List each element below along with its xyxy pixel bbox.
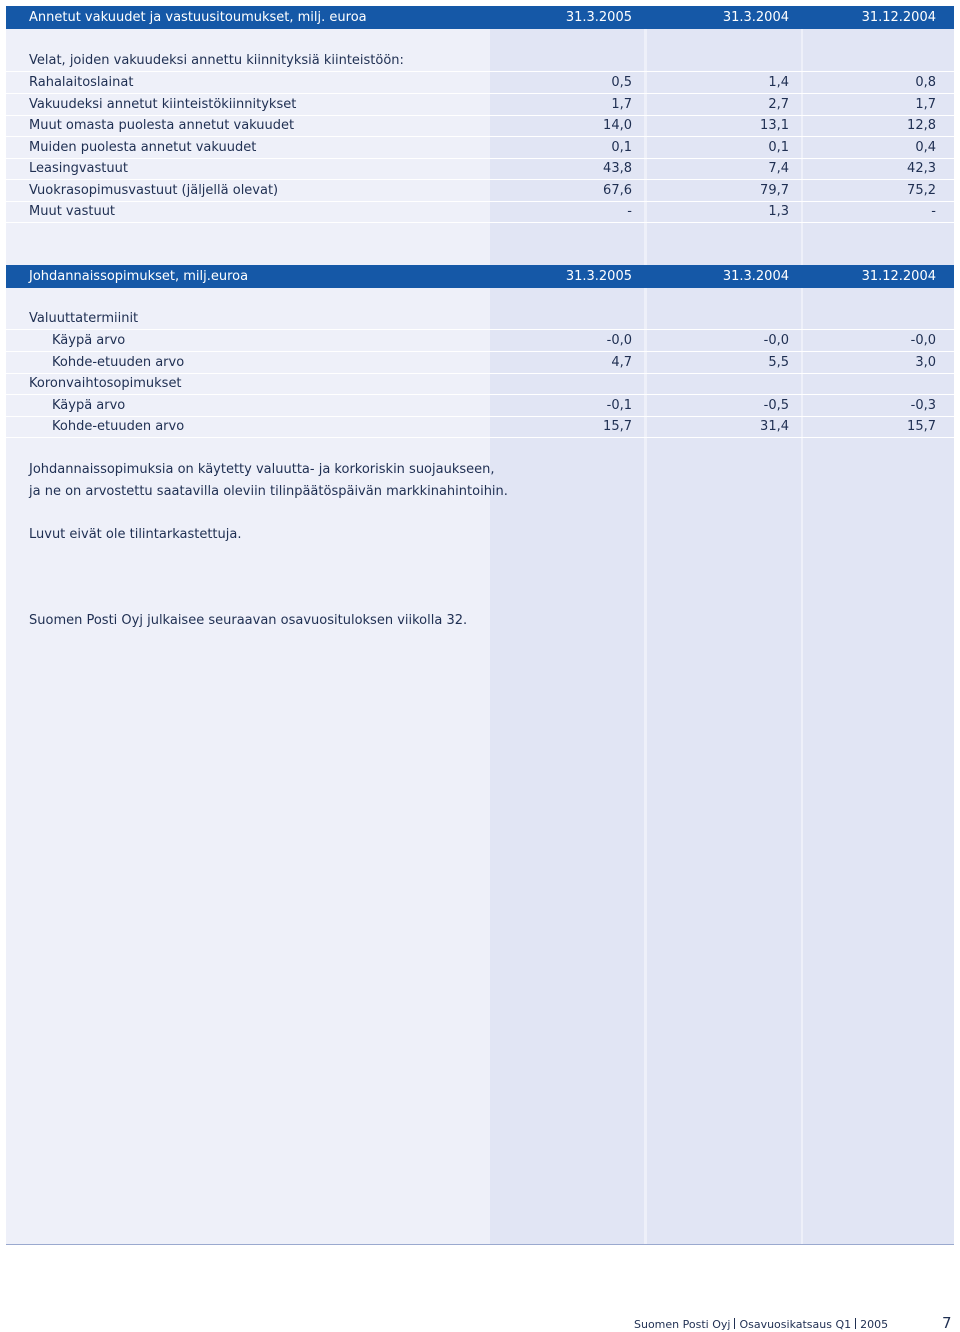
table-row bbox=[6, 180, 954, 202]
table1-header bbox=[6, 6, 954, 29]
page-footer bbox=[634, 1318, 888, 1331]
row-value-3: 42,3 bbox=[907, 161, 936, 176]
row-value-2: 13,1 bbox=[760, 118, 789, 133]
row-label: Vuokrasopimusvastuut (jäljellä olevat) bbox=[29, 183, 279, 198]
group-label: Koronvaihtosopimukset bbox=[29, 376, 182, 391]
table-row bbox=[6, 72, 954, 94]
table1-col1-header: 31.3.2005 bbox=[565, 10, 632, 25]
table1-col3-header: 31.12.2004 bbox=[861, 10, 936, 25]
row-label: Kohde-etuuden arvo bbox=[52, 419, 185, 434]
row-value-3: 75,2 bbox=[907, 183, 936, 198]
note-unaudited: Luvut eivät ole tilintarkastettuja. bbox=[29, 527, 242, 542]
table-row bbox=[6, 158, 954, 180]
table-row bbox=[6, 416, 954, 438]
row-value-1: -0,0 bbox=[606, 333, 632, 348]
row-label: Käypä arvo bbox=[52, 398, 126, 413]
footer-separator bbox=[855, 1318, 856, 1329]
row-label: Kohde-etuuden arvo bbox=[52, 355, 185, 370]
row-value-2: 5,5 bbox=[768, 355, 789, 370]
table2-col1-header: 31.3.2005 bbox=[565, 269, 632, 284]
row-value-3: - bbox=[931, 204, 936, 219]
row-value-2: 79,7 bbox=[760, 183, 789, 198]
table-row bbox=[6, 137, 954, 159]
table-row bbox=[6, 94, 954, 116]
row-value-1: 4,7 bbox=[611, 355, 632, 370]
row-value-3: 0,4 bbox=[915, 140, 936, 155]
row-label: Leasingvastuut bbox=[29, 161, 128, 176]
row-label: Rahalaitoslainat bbox=[29, 75, 134, 90]
row-label: Muut vastuut bbox=[29, 204, 116, 219]
row-value-3: 3,0 bbox=[915, 355, 936, 370]
row-value-2: -0,5 bbox=[763, 398, 789, 413]
row-value-1: -0,1 bbox=[606, 398, 632, 413]
row-value-3: 15,7 bbox=[907, 419, 936, 434]
row-value-1: 1,7 bbox=[611, 97, 632, 112]
table-row bbox=[6, 395, 954, 417]
row-value-2: -0,0 bbox=[763, 333, 789, 348]
row-value-2: 2,7 bbox=[768, 97, 789, 112]
row-value-3: -0,3 bbox=[910, 398, 936, 413]
row-value-1: - bbox=[627, 204, 632, 219]
row-value-2: 31,4 bbox=[760, 419, 789, 434]
row-value-2: 1,3 bbox=[768, 204, 789, 219]
row-value-1: 67,6 bbox=[603, 183, 632, 198]
row-label: Muut omasta puolesta annetut vakuudet bbox=[29, 118, 295, 133]
row-value-3: 12,8 bbox=[907, 118, 936, 133]
row-label: Käypä arvo bbox=[52, 333, 126, 348]
row-value-1: 43,8 bbox=[603, 161, 632, 176]
row-value-2: 1,4 bbox=[768, 75, 789, 90]
footer-company: Suomen Posti Oyj bbox=[634, 1318, 731, 1331]
row-value-2: 0,1 bbox=[768, 140, 789, 155]
table-row bbox=[6, 352, 954, 374]
table2-title: Johdannaissopimukset, milj.euroa bbox=[29, 269, 249, 284]
footer-separator bbox=[734, 1318, 735, 1329]
group-label: Valuuttatermiinit bbox=[29, 311, 139, 326]
row-value-1: 0,1 bbox=[611, 140, 632, 155]
table-row bbox=[6, 330, 954, 352]
table2-group-heading bbox=[6, 308, 954, 330]
table1-subheading: Velat, joiden vakuudeksi annettu kiinnityksiä kiinteistöön: bbox=[29, 53, 404, 68]
page-number: 7 bbox=[942, 1314, 952, 1332]
row-value-1: 0,5 bbox=[611, 75, 632, 90]
table1-title: Annetut vakuudet ja vastuusitoumukset, milj. euroa bbox=[29, 10, 367, 25]
table1-subheading-row bbox=[6, 50, 954, 72]
footer-report: Osavuosikatsaus Q1 bbox=[739, 1318, 852, 1331]
table-row bbox=[6, 115, 954, 137]
row-value-3: -0,0 bbox=[910, 333, 936, 348]
row-value-2: 7,4 bbox=[768, 161, 789, 176]
row-label: Muiden puolesta annetut vakuudet bbox=[29, 140, 257, 155]
table2-group-heading bbox=[6, 373, 954, 395]
table2-header bbox=[6, 265, 954, 288]
note-next-report: Suomen Posti Oyj julkaisee seuraavan osavuosituloksen viikolla 32. bbox=[29, 613, 468, 628]
note-hedging-line1: Johdannaissopimuksia on käytetty valuutta- ja korkoriskin suojaukseen, bbox=[29, 462, 495, 477]
row-value-3: 1,7 bbox=[915, 97, 936, 112]
footer-year: 2005 bbox=[860, 1318, 889, 1331]
row-value-1: 15,7 bbox=[603, 419, 632, 434]
row-value-1: 14,0 bbox=[603, 118, 632, 133]
table-row bbox=[6, 201, 954, 223]
row-label: Vakuudeksi annetut kiinteistökiinnitykset bbox=[29, 97, 297, 112]
table2-col2-header: 31.3.2004 bbox=[722, 269, 789, 284]
row-value-3: 0,8 bbox=[915, 75, 936, 90]
note-hedging-line2: ja ne on arvostettu saatavilla oleviin tilinpäätöspäivän markkinahintoihin. bbox=[29, 484, 508, 499]
table2-col3-header: 31.12.2004 bbox=[861, 269, 936, 284]
table1-col2-header: 31.3.2004 bbox=[722, 10, 789, 25]
